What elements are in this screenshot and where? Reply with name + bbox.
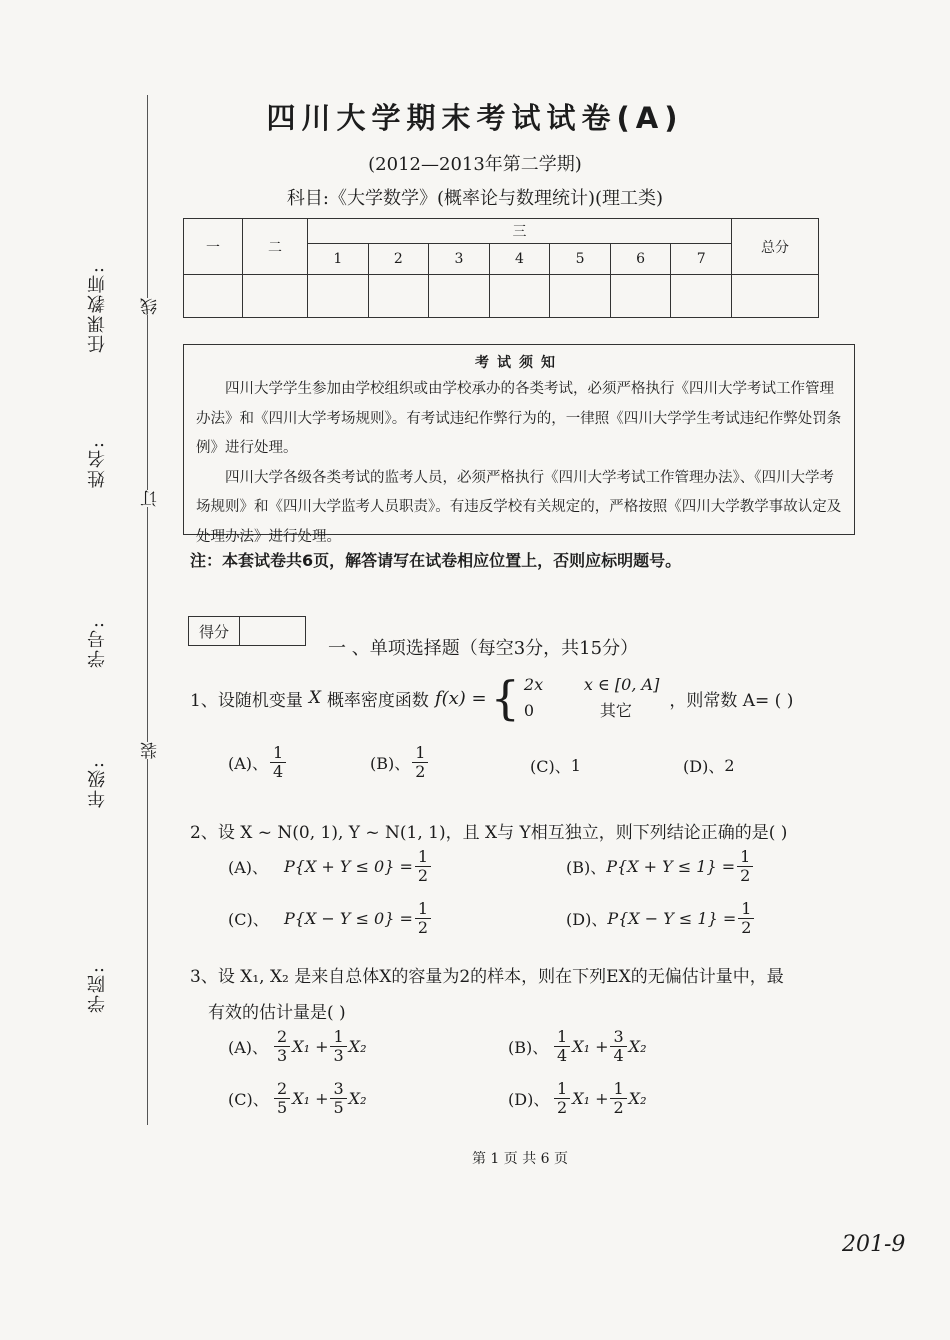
q1-mid: 概率密度函数 [326,690,429,711]
score-cell [368,275,429,318]
notice-paragraph-1: 四川大学学生参加由学校组织或由学校承办的各类考试，必须严格执行《四川大学考试工作管理办法》和《四川大学考场规则》。有考试违纪作弊行为的，一律照《四川大学学生考试违纪作弊处罚条例》进行处理。 [196,381,842,456]
score-cell [732,275,819,318]
q1-suffix: ，则常数 A= ( ) [669,690,794,711]
option-term: X₁ + [572,1089,609,1108]
numerator: 3 [610,1028,626,1047]
notice-paragraph-2: 四川大学各级各类考试的监考人员，必须严格执行《四川大学考试工作管理办法》、《四川大学考场规则》和《四川大学监考人员职责》。有违反学校有关规定的，严格按照《四川大学教学事故认定及处理办法》进行处理。 [196,469,842,545]
q2-option-d [566,900,756,937]
q3-option-c [228,1080,366,1117]
q1-case2-expr: 0 [523,701,535,720]
college-label: 学院: [87,965,108,1014]
fraction [330,1080,346,1117]
notice-title: 考试须知 [475,355,563,371]
option-term: X₁ + [572,1037,609,1056]
numerator: 1 [415,900,431,919]
numerator: 1 [738,900,754,919]
option-label: (C)、 [228,1090,269,1109]
brace-icon: { [490,671,520,725]
handwritten-note: 201-9 [842,1232,906,1257]
fraction [610,1080,626,1117]
option-label: (D)、 [508,1090,550,1109]
score-cell [489,275,550,318]
page-note: 注：本套试卷共6页，解答请写在试卷相应位置上，否则应标明题号。 [190,551,682,570]
score-table [183,218,819,318]
score-cell [429,275,490,318]
score-col-2: 二 [243,219,308,275]
q1-case1-expr: 2x [523,675,544,694]
score-cell [610,275,671,318]
score-cell [671,275,732,318]
score-total: 总分 [732,219,819,275]
score-sub: 4 [489,244,550,275]
score-cell [243,275,308,318]
denominator: 2 [741,918,752,937]
q2-option-c [228,900,433,937]
numerator: 2 [274,1028,290,1047]
option-label: (A)、 [228,858,269,877]
question-3-line-2: 有效的估计量是( ) [208,1003,346,1023]
q2-option-b [566,848,755,885]
q1-cases [524,672,659,724]
grade-label: 年级: [87,760,108,809]
binding-line [147,95,148,1125]
denominator: 2 [417,918,429,937]
q1-prefix: 1、设随机变量 [190,690,303,711]
fraction [738,900,754,937]
fraction [330,1028,346,1065]
option-term: X₂ [348,1089,367,1108]
q1-option-d [683,754,735,777]
seal-mark: 装 [138,742,163,759]
bind-mark: 订 [138,490,163,507]
q1-option-b [370,744,430,781]
fraction [554,1028,570,1065]
exam-subject: 科目:《大学数学》(概率论与数理统计)(理工类) [286,188,664,209]
q1-case2-cond: 其它 [599,701,632,720]
option-label: (C)、 [530,757,571,776]
option-expr: P{X − Y ≤ 1} = [607,909,737,928]
fraction [270,744,286,781]
score-cell [308,275,369,318]
denominator: 2 [415,762,426,781]
option-text: 2 [724,756,735,775]
denominator: 2 [417,866,429,885]
score-box [188,616,306,646]
denominator: 4 [557,1046,568,1065]
fraction [737,848,753,885]
numerator: 1 [554,1080,570,1099]
option-label: (D)、 [683,757,725,776]
fraction [415,848,431,885]
denominator: 3 [277,1046,288,1065]
fraction [415,900,431,937]
option-term: X₂ [348,1037,367,1056]
fraction [554,1080,570,1117]
exam-notice [183,344,855,545]
question-2: 2、设 X ~ N(0, 1), Y ~ N(1, 1)，且 X与 Y相互独立，则下列结论正确的是( ) [190,823,788,843]
teacher-label: 任课教师: [87,265,108,354]
option-label: (D)、 [566,910,608,929]
option-label: (B)、 [566,858,607,877]
score-sub: 3 [429,244,490,275]
exam-term: (2012—2013年第二学期) [368,154,582,175]
q1-var: X [308,688,321,708]
score-cell [550,275,611,318]
denominator: 2 [613,1098,624,1117]
line-mark: 线 [138,298,163,315]
option-term: X₁ + [292,1089,329,1108]
fraction [412,744,428,781]
option-label: (B)、 [508,1038,549,1057]
question-3-line-1: 3、设 X₁, X₂ 是来自总体X的容量为2的样本，则在下列EX的无偏估计量中，最 [190,967,784,987]
page-footer: 第 1 页 共 6 页 [471,1151,569,1167]
score-sub: 7 [671,244,732,275]
q1-option-c [530,754,581,777]
denominator: 5 [277,1098,288,1117]
option-label: (A)、 [228,754,269,773]
denominator: 3 [333,1046,344,1065]
section-title: 一 、单项选择题（每空3分，共15分） [328,638,639,659]
denominator: 2 [740,866,751,885]
option-term: X₂ [628,1089,647,1108]
fraction [274,1028,290,1065]
score-sub: 2 [368,244,429,275]
numerator: 1 [412,744,428,763]
option-term: X₁ + [292,1037,329,1056]
fraction [610,1028,626,1065]
fraction [274,1080,290,1117]
numerator: 2 [274,1080,290,1099]
option-label: (B)、 [370,754,411,773]
q1-option-a [228,744,288,781]
score-sub: 5 [550,244,611,275]
numerator: 1 [330,1028,346,1047]
numerator: 1 [610,1080,626,1099]
denominator: 4 [273,762,284,781]
q2-option-a [228,848,433,885]
q3-option-a [228,1028,366,1065]
option-expr: P{X + Y ≤ 0} = [284,857,413,876]
question-1 [190,672,793,724]
option-expr: P{X − Y ≤ 0} = [284,909,413,928]
q3-option-d [508,1080,646,1117]
option-text: 1 [570,756,581,775]
option-label: (C)、 [228,910,269,929]
option-term: X₂ [628,1037,647,1056]
score-label: 得分 [189,617,240,645]
q3-option-b [508,1028,646,1065]
numerator: 1 [737,848,753,867]
score-cell [184,275,243,318]
student-no-label: 学号: [87,620,108,669]
name-label: 姓名: [87,440,108,489]
option-expr: P{X + Y ≤ 1} = [606,857,736,876]
score-col-3: 三 [308,219,732,244]
score-col-1: 一 [184,219,243,275]
denominator: 2 [557,1098,568,1117]
numerator: 1 [554,1028,570,1047]
denominator: 5 [333,1098,344,1117]
denominator: 4 [613,1046,624,1065]
q1-case1-cond: x ∈ [0, A] [583,675,660,694]
score-sub: 1 [308,244,369,275]
score-sub: 6 [610,244,671,275]
numerator: 1 [270,744,286,763]
option-label: (A)、 [228,1038,269,1057]
q1-fx: f(x) = [434,687,487,709]
numerator: 3 [330,1080,346,1099]
exam-title: 四川大学期末考试试卷(A) [266,101,684,135]
numerator: 1 [415,848,431,867]
